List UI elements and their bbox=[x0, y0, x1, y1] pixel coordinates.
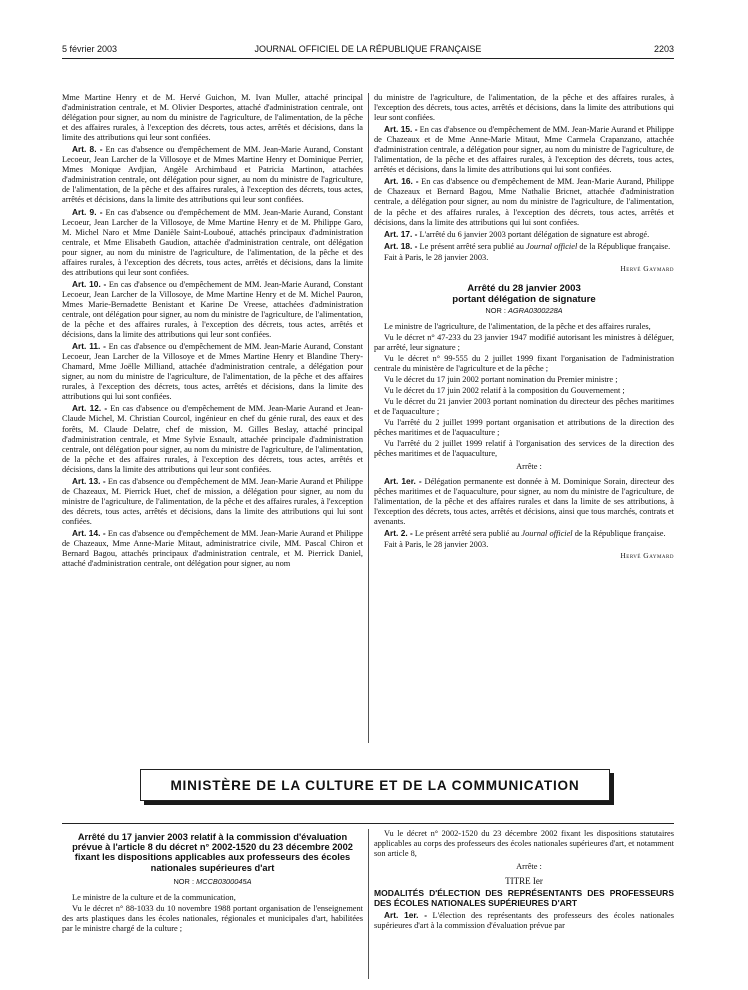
nor-code: MCCB0300045A bbox=[196, 876, 252, 886]
article-label: Art. 9. - bbox=[72, 206, 103, 217]
paragraph: Le ministre de la culture et de la communication, bbox=[72, 892, 236, 902]
column-divider bbox=[368, 829, 369, 979]
article-label: Art. 18. - bbox=[384, 240, 418, 251]
article-1 bbox=[374, 476, 674, 527]
signature: Hervé Gaymard bbox=[620, 550, 674, 560]
journal-name: Journal officiel bbox=[526, 241, 578, 251]
article-label: Art. 1er. - bbox=[384, 475, 422, 486]
article-text: L'élection des représentants des professeurs des écoles nationales supérieures d'art à la commission d'évaluation prévue par bbox=[374, 911, 674, 931]
article-text: En cas d'absence ou d'empêchement de MM. Jean-Marie Aurand et Philippe de Chazeaux et de Mme Anne-Marie Mitaut, Mme Carmela Crapanzano, attachée d'administration centrale, a délégation pour signer, au nom du ministre de l'agriculture, de l'alimentation, de la pêche et des affaires rurales, à l'exception des décrets, tous actes, arrêtés et décisions, dans la limite des attributions qui lui sont confiées. bbox=[374, 125, 674, 175]
article-text: L'arrêté du 6 janvier 2003 portant délégation de signature est abrogé. bbox=[419, 229, 650, 239]
nor-code: AGRA0300228A bbox=[507, 305, 563, 315]
fait-line: Fait à Paris, le 28 janvier 2003. bbox=[384, 539, 489, 549]
article-text: En cas d'absence ou d'empêchement de MM. Jean-Marie Aurand et Jean-Claude Michel, M. Christian Courcol, ingénieur en chef du génie rural, des eaux et des forêts, M. Claude Delatre, chef de mission, M. Gilles Beslay, attaché principal d'administration centrale, et Mme Sylvie Esnault, attachée principale d'administration centrale, ont délégation pour signer, au nom du ministre de l'agriculture, de l'alimentation, de la pêche et des affaires rurales, à l'exception des décrets, tous actes, arrêtés et décisions, dans la limite des attributions qui leur sont confiées. bbox=[62, 404, 363, 474]
nor-reference bbox=[374, 306, 674, 316]
paragraph: Vu le décret du 17 juin 2002 portant nomination du Premier ministre ; bbox=[384, 375, 618, 385]
paragraph: Vu le décret n° 99-555 du 2 juillet 1999 fixant l'organisation de l'administration centrale du ministère de l'agriculture et de la pêche ; bbox=[374, 353, 674, 374]
paragraph: du ministre de l'agriculture, de l'alimentation, de la pêche et des affaires rurales, à l'exception des décrets, tous actes, arrêtés et décisions, dans la limite des attributions qui leur sont confiées. bbox=[374, 93, 674, 123]
article-label: Art. 14. - bbox=[72, 527, 106, 538]
header-date: 5 février 2003 bbox=[62, 44, 118, 54]
article-text: Le présent arrêté sera publié au bbox=[414, 528, 522, 538]
article-text: En cas d'absence ou d'empêchement de MM. Jean-Marie Aurand, Constant Lecoeur, Jean Larcher de la Villosoye, de Mme Martine Henry et de M. Philippe Garo, M. Michel Naro et Mme Danièle Saint-Louboué, attachés principaux d'administration centrale, et Mme Elisabeth Gaudion, attachée d'administration centrale, ont délégation pour signer, au nom du ministre de l'agriculture, de l'alimentation, de la pêche et des affaires rurales, à l'exception des décrets, tous actes, arrêtés et décisions, dans la limite des attributions qui leur sont confiées. bbox=[62, 207, 363, 277]
paragraph: Vu le décret n° 47-233 du 23 janvier 1947 modifié autorisant les ministres à déléguer, par arrêté, leur signature ; bbox=[374, 332, 674, 352]
section-heading: MODALITÉS D'ÉLECTION DES REPRÉSENTANTS DES PROFESSEURS DES ÉCOLES NATIONALES SUPÉRIEURES D'ART bbox=[374, 888, 674, 909]
paragraph: Vu le décret du 17 juin 2002 relatif à la composition du Gouvernement ; bbox=[384, 386, 625, 396]
article-8 bbox=[62, 144, 363, 205]
article-label: Art. 10. - bbox=[72, 278, 107, 289]
article-text: En cas d'absence ou d'empêchement de MM. Jean-Marie Aurand, Constant Lecoeur, Jean Larcher de la Villosoye et de Mmes Martine Henry et Blandine Thery-Chamard, Mme Joëlle Milliand, attachée d'administration centrale, a délégation pour signer, au nom du ministre de l'agriculture, de l'alimentation, de la pêche et des affaires rurales, à l'exception des décrets, tous actes, arrêtés et décisions, dans la limite des attributions qui lui sont confiées. bbox=[62, 342, 363, 402]
titre-heading: TITRE Ier bbox=[505, 876, 543, 887]
page-header bbox=[62, 44, 674, 58]
paragraph: Vu l'arrêté du 2 juillet 1999 relatif à l'organisation des services de la direction des pêches maritimes et de l'aquaculture, bbox=[374, 439, 674, 459]
article-label: Art. 12. - bbox=[72, 403, 108, 414]
article-13 bbox=[62, 476, 363, 527]
article-text: En cas d'absence ou d'empêchement de MM. Jean-Marie Aurand, Constant Lecoeur, Jean Larcher de la Villosoye et de Mmes Martine Henry et Dominique Perrier, Mmes Monique Avdjian, Angèle Archimbaud et Patricia Martinon, attachées d'administration centrale, ont délégation pour signer, au nom du ministre de l'agriculture, de l'alimentation, de la pêche et des affaires rurales, à l'exception des décrets, tous actes, arrêtés et décisions, dans la limite des attributions qui leur sont confiées. bbox=[62, 145, 363, 205]
article-17 bbox=[374, 229, 674, 240]
ministry-banner bbox=[140, 769, 610, 801]
fait-line: Fait à Paris, le 28 janvier 2003. bbox=[384, 252, 489, 262]
right-column bbox=[374, 93, 674, 751]
article-text: Délégation permanente est donnée à M. Dominique Sorain, directeur des pêches maritimes et de l'aquaculture, pour signer, au nom du ministre de l'agriculture, de l'alimentation, de la pêche et des affaires rurales et dans la limite de ses attributions, à l'exception des décrets, tous actes, arrêtés et décisions, ainsi que tous marchés, contrats et avenants. bbox=[374, 476, 674, 526]
journal-title: JOURNAL OFFICIEL DE LA RÉPUBLIQUE FRANÇAISE bbox=[254, 44, 482, 54]
arrete-title-line-2: portant délégation de signature bbox=[452, 293, 596, 305]
article-15 bbox=[374, 124, 674, 175]
article-9 bbox=[62, 207, 363, 278]
article-text: Le présent arrêté sera publié au bbox=[419, 241, 527, 251]
bottom-left-column bbox=[62, 829, 363, 979]
article-10 bbox=[62, 279, 363, 340]
ministry-title: MINISTÈRE DE LA CULTURE ET DE LA COMMUNICATION bbox=[170, 777, 580, 793]
journal-name: Journal officiel bbox=[521, 528, 573, 538]
article-18 bbox=[374, 241, 674, 252]
article-11 bbox=[62, 341, 363, 402]
article-label: Art. 17. - bbox=[384, 228, 418, 239]
article-2 bbox=[374, 528, 674, 539]
column-divider bbox=[368, 93, 369, 743]
section-rule bbox=[62, 823, 674, 824]
article-label: Art. 15. - bbox=[384, 124, 418, 135]
nor-label: NOR : bbox=[173, 876, 197, 886]
article-14 bbox=[62, 528, 363, 569]
article-text: En cas d'absence ou d'empêchement de MM. Jean-Marie Aurand, Constant Lecoeur, Jean Larcher de la Villosoye, de Mme Martine Henry et de M. Michel Pauron, Mmes Marie-Bernadette Benistant et Karine De Vreese, attachées d'administration centrale, ont délégation pour signer, au nom du ministre de l'agriculture, de l'alimentation, de la pêche et des affaires rurales, à l'exception des décrets, tous actes, arrêtés et décisions, dans la limite des attributions qui leur sont confiées. bbox=[62, 279, 363, 340]
article-text: En cas d'absence ou d'empêchement de MM. Jean-Marie Aurand et Philippe de Chazeaux, M. Pierrick Huet, chef de mission, a délégation pour signer, au nom du ministre de l'agriculture, de l'alimentation, de la pêche et des affaires rurales, à l'exception des décrets, tous actes, arrêtés et décisions, dans la limite des attributions qui lui sont confiées. bbox=[62, 476, 363, 526]
signature: Hervé Gaymard bbox=[620, 263, 674, 273]
paragraph: Vu le décret n° 88-1033 du 10 novembre 1988 portant organisation de l'enseignement des arts plastiques dans les écoles nationales, régionales et municipales d'art, habilitées par le ministre chargé de la culture ; bbox=[62, 903, 363, 933]
page-number: 2203 bbox=[653, 44, 674, 54]
bottom-right-column bbox=[374, 829, 674, 979]
article-text: de la République française. bbox=[577, 241, 671, 251]
arrete-title-line-1: Arrêté du 28 janvier 2003 bbox=[467, 282, 581, 294]
article-label: Art. 11. - bbox=[72, 341, 106, 352]
article-label: Art. 2. - bbox=[384, 527, 413, 538]
nor-reference bbox=[62, 877, 363, 887]
article-text: En cas d'absence ou d'empêchement de MM. Jean-Marie Aurand, Philippe de Chazeaux et Bernard Bagou, Mme Nathalie Bricnet, attachée d'administration centrale, a délégation pour signer, au nom du ministre de l'agriculture, de l'alimentation, de la pêche et des affaires rurales, à l'exception des décrets, tous actes, arrêtés et décisions, dans la limite des attributions qui lui sont confiées. bbox=[374, 177, 674, 227]
paragraph: Mme Martine Henry et de M. Hervé Guichon, M. Ivan Muller, attaché principal d'administration centrale, et M. Olivier Desportes, attaché d'administration centrale, ont délégation pour signer, au nom du ministre de l'agriculture, de l'alimentation, de la pêche et des affaires rurales, à l'exception des décrets, tous actes, arrêtés et décisions, dans la limite des attributions qui leur sont confiées. bbox=[62, 93, 363, 143]
arrete-title bbox=[374, 283, 674, 305]
nor-label: NOR : bbox=[485, 305, 508, 315]
article-label: Art. 13. - bbox=[72, 475, 106, 486]
arrete-word: Arrête : bbox=[516, 462, 542, 472]
article-1 bbox=[374, 910, 674, 931]
article-12 bbox=[62, 403, 363, 474]
article-text: de la République française. bbox=[572, 528, 666, 538]
paragraph: Vu le décret n° 2002-1520 du 23 décembre 2002 fixant les dispositions statutaires applicables au corps des professeurs des écoles nationales supérieures d'art, et notamment son article 8, bbox=[374, 829, 674, 859]
arrete-title: Arrêté du 17 janvier 2003 relatif à la commission d'évaluation prévue à l'article 8 du décret n° 2002-1520 du 23 décembre 2002 fixant les dispositions applicables aux professeurs des écoles nationales supérieures d'art bbox=[72, 832, 353, 873]
paragraph: Vu l'arrêté du 2 juillet 1999 portant organisation et attributions de la direction des pêches maritimes et de l'aquaculture ; bbox=[374, 418, 674, 438]
article-label: Art. 16. - bbox=[384, 176, 419, 187]
article-text: En cas d'absence ou d'empêchement de MM. Jean-Marie Aurand et Philippe de Chazeaux, Mme Anne-Marie Mitaut, administratrice civile, MM. Pascal Chiron et Bernard Bagou, attachés principaux d'administration centrale, et M. Pierrick Daniel, attaché d'administration centrale, ont délégation pour signer, au nom bbox=[62, 528, 363, 569]
paragraph: Le ministre de l'agriculture, de l'alimentation, de la pêche et des affaires rurales, bbox=[384, 321, 651, 331]
arrete-word: Arrête : bbox=[516, 862, 542, 872]
article-label: Art. 1er. - bbox=[384, 910, 427, 921]
left-column bbox=[62, 93, 363, 751]
article-label: Art. 8. - bbox=[72, 144, 103, 155]
header-rule bbox=[62, 58, 674, 59]
article-16 bbox=[374, 176, 674, 227]
paragraph: Vu le décret du 21 janvier 2003 portant nomination du directeur des pêches maritimes et de l'aquaculture ; bbox=[374, 397, 674, 417]
